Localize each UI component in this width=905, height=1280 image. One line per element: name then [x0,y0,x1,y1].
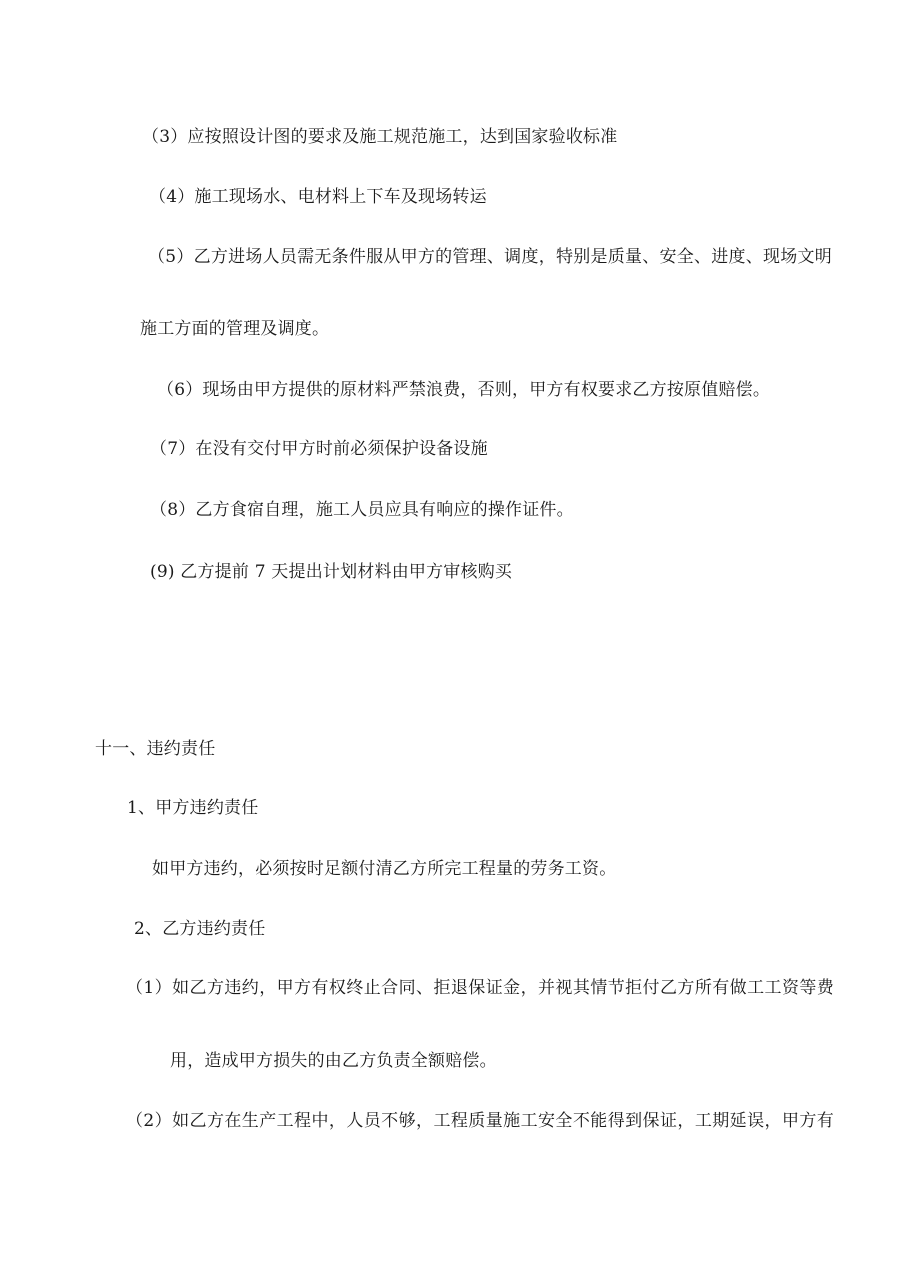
clause-item-3: （3）应按照设计图的要求及施工规范施工，达到国家验收标准 [142,127,618,147]
party-a-breach-heading: 1、甲方违约责任 [127,798,259,818]
party-a-breach-text: 如甲方违约，必须按时足额付清乙方所完工程量的劳务工资。 [152,859,617,879]
clause-item-5-continued: 施工方面的管理及调度。 [140,319,330,339]
party-b-breach-heading: 2、乙方违约责任 [134,919,266,939]
clause-item-7: （7）在没有交付甲方时前必须保护设备设施 [150,439,488,459]
party-b-breach-item-1: （1）如乙方违约，甲方有权终止合同、拒退保证金，并视其情节拒付乙方所有做工工资等费 [126,978,834,998]
party-b-breach-item-2: （2）如乙方在生产工程中，人员不够，工程质量施工安全不能得到保证，工期延误，甲方有 [126,1111,834,1131]
clause-item-5: （5）乙方进场人员需无条件服从甲方的管理、调度，特别是质量、安全、进度、现场文明 [148,247,832,267]
party-b-breach-item-1-continued: 用，造成甲方损失的由乙方负责全额赔偿。 [170,1051,497,1071]
section-heading-breach-liability: 十一、违约责任 [95,739,216,759]
clause-item-6: （6）现场由甲方提供的原材料严禁浪费，否则，甲方有权要求乙方按原值赔偿。 [157,380,771,400]
clause-item-8: （8）乙方食宿自理，施工人员应具有响应的操作证件。 [150,500,574,520]
clause-item-4: （4）施工现场水、电材料上下车及现场转运 [149,187,487,207]
clause-item-9: (9) 乙方提前 7 天提出计划材料由甲方审核购买 [150,562,513,582]
